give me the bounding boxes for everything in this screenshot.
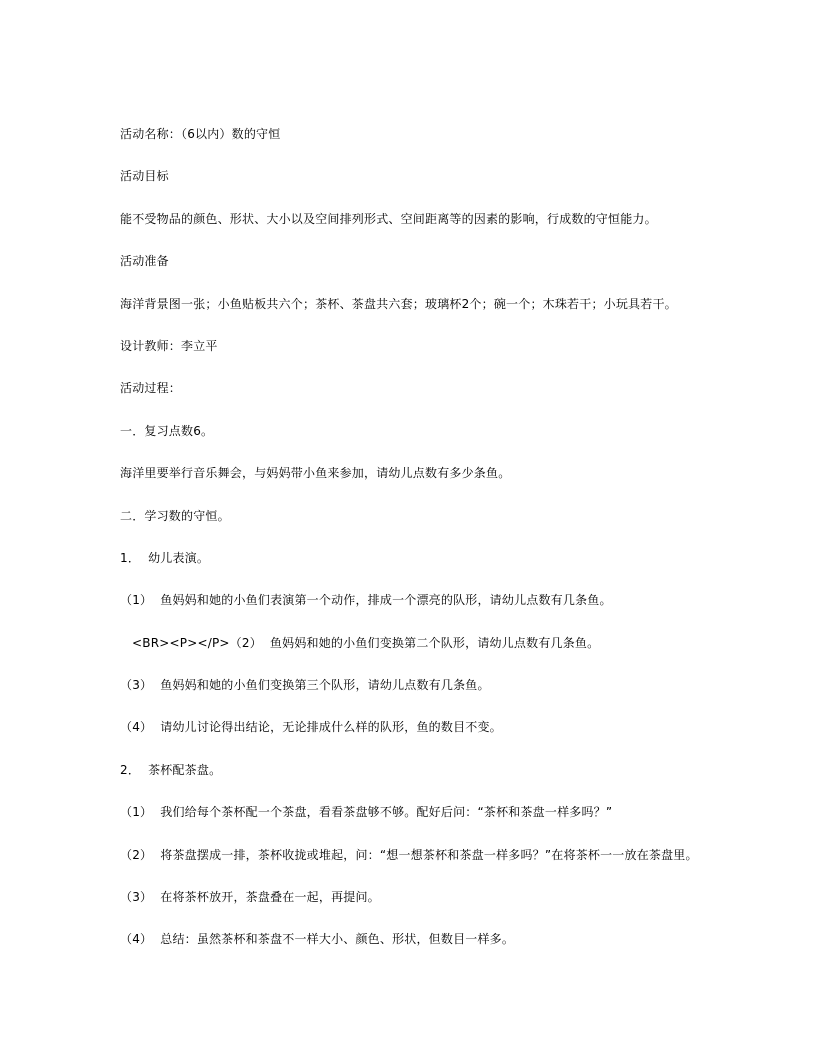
item-1-step-2: <BR><P></P>（2） 鱼妈妈和她的小鱼们变换第二个队形，请幼儿点数有几条鱼。 <box>120 635 600 650</box>
designer-teacher: 设计教师：李立平 <box>120 338 218 353</box>
section-two-title: 二．学习数的守恒。 <box>120 508 230 523</box>
item-2-title: 2． 茶杯配茶盘。 <box>120 762 222 777</box>
section-one-text: 海洋里要举行音乐舞会，与妈妈带小鱼来参加，请幼儿点数有多少条鱼。 <box>120 466 511 481</box>
item-1-step-3: （3） 鱼妈妈和她的小鱼们变换第三个队形，请幼儿点数有几条鱼。 <box>120 678 490 693</box>
heading-activity-goal: 活动目标 <box>120 169 169 184</box>
item-1-title: 1． 幼儿表演。 <box>120 550 210 565</box>
goal-text: 能不受物品的颜色、形状、大小以及空间排列形式、空间距离等的因素的影响，行成数的守恒能力。 <box>120 211 657 226</box>
document-body <box>120 125 760 973</box>
item-2-step-2: （2） 将茶盘摆成一排，茶杯收拢或堆起，问：“想一想茶杯和茶盘一样多吗？”在将茶杯一一放在茶盘里。 <box>120 847 698 862</box>
item-2-step-3: （3） 在将茶杯放开，茶盘叠在一起，再提问。 <box>120 890 380 905</box>
heading-activity-process: 活动过程： <box>120 381 182 396</box>
heading-activity-prep: 活动准备 <box>120 254 169 269</box>
prep-text: 海洋背景图一张；小鱼贴板共六个；茶杯、茶盘共六套；玻璃杯2个；碗一个；木珠若干；小玩具若干。 <box>120 296 677 311</box>
item-2-step-4: （4） 总结：虽然茶杯和茶盘不一样大小、颜色、形状，但数目一样多。 <box>120 932 515 947</box>
item-2-step-1: （1） 我们给每个茶杯配一个茶盘，看看茶盘够不够。配好后问：“茶杯和茶盘一样多吗？” <box>120 805 613 820</box>
activity-name: 活动名称：（6以内）数的守恒 <box>120 127 281 141</box>
item-1-step-4: （4） 请幼儿讨论得出结论，无论排成什么样的队形，鱼的数目不变。 <box>120 720 502 735</box>
item-1-step-1: （1） 鱼妈妈和她的小鱼们表演第一个动作，排成一个漂亮的队形，请幼儿点数有几条鱼。 <box>120 593 612 608</box>
section-one-title: 一．复习点数6。 <box>120 423 214 438</box>
